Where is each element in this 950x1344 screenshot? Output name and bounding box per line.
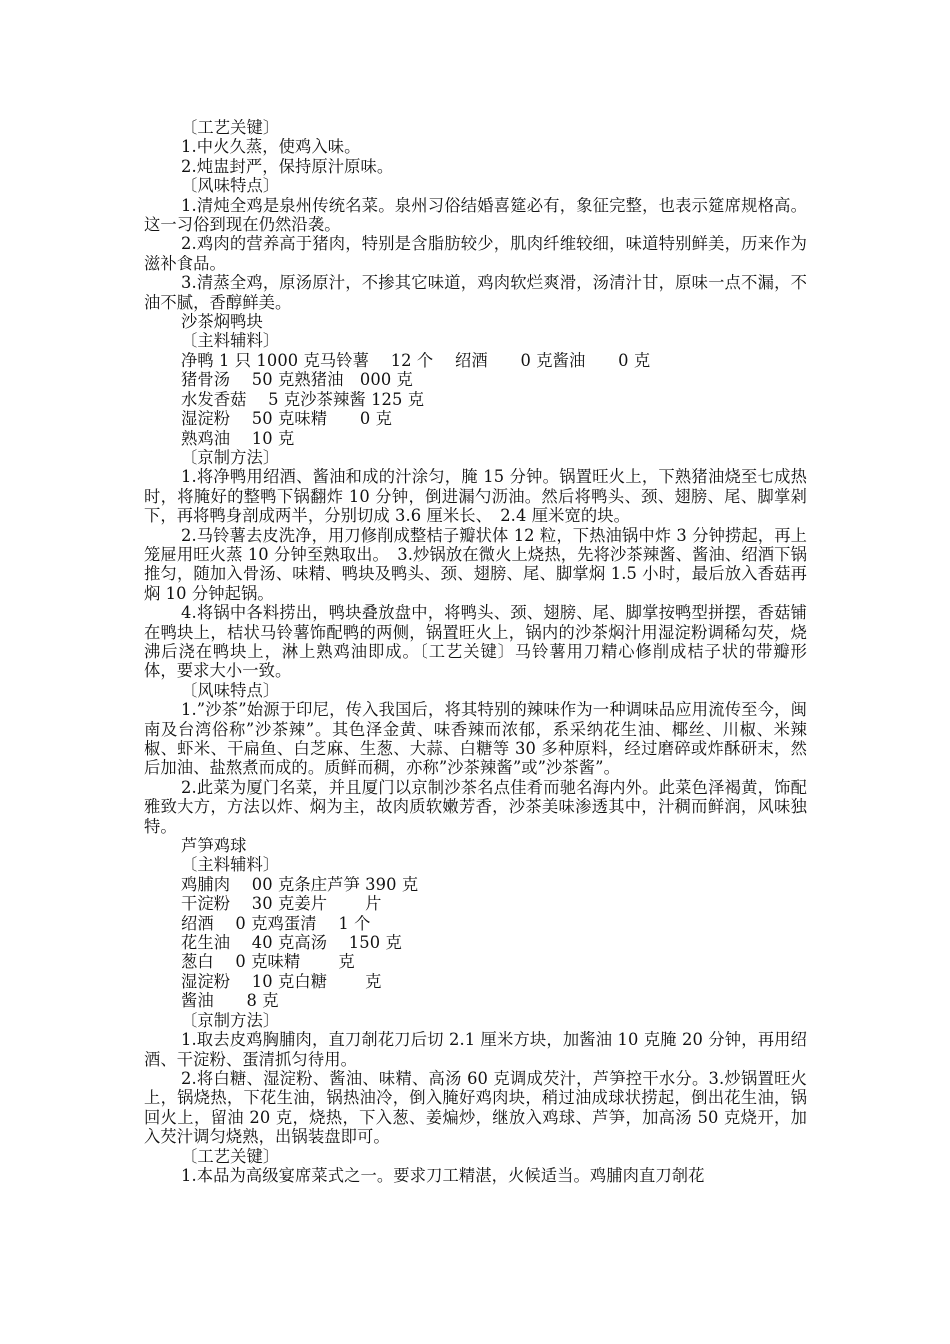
text-paragraph: 沙茶焖鸭块 (181, 312, 263, 332)
text-paragraph: 水发香菇 5 克沙茶辣酱 125 克 (181, 389, 425, 409)
text-paragraph: 〔工艺关键〕 (181, 118, 280, 137)
text-paragraph: 1.取去皮鸡胸脯肉，直刀剞花刀后切 2.1 厘米方块，加酱油 10 克腌 20 分钟，再用绍酒、干淀粉、蛋清抓匀待用。 (144, 1030, 807, 1069)
text-paragraph: 〔主料辅料〕 (181, 331, 280, 351)
text-paragraph: 2.炖盅封严，保持原汁原味。 (181, 156, 394, 176)
text-paragraph: 4.将锅中各料捞出，鸭块叠放盘中，将鸭头、颈、翅膀、尾、脚掌按鸭型拼摆，香菇铺在鸭块上，桔状马铃薯饰配鸭的两侧，锅置旺火上，锅内的沙茶焖汁用湿淀粉调稀勾芡，烧沸后浇在鸭块上，淋上熟鸡油即成。〔工艺关键〕马铃薯用刀精心修削成桔子状的带瓣形体，要求大小一致。 (144, 603, 807, 681)
text-paragraph: 1.”沙茶”始源于印尼，传入我国后，将其特别的辣味作为一种调味品应用流传至今，闽南及台湾俗称”沙茶辣”。其色泽金黄、味香辣而浓郁，系采纳花生油、椰丝、川椒、米辣椒、虾米、干扁鱼、白芝麻、生葱、大蒜、白糖等 30 多种原料，经过磨碎或炸酥研末，然后加油、盐熬煮而成的。质鲜而稠，亦称”沙茶辣酱”或”沙茶酱”。 (144, 700, 807, 778)
text-paragraph: 〔工艺关键〕 (181, 1146, 280, 1166)
text-paragraph: 〔京制方法〕 (181, 447, 280, 467)
text-paragraph: 2.将白糖、湿淀粉、酱油、味精、高汤 60 克调成芡汁，芦笋控干水分。3.炒锅置旺火上，锅烧热，下花生油，锅热油冷，倒入腌好鸡肉块，稍过油成球状捞起，倒出花生油，锅回火上，留油 20 克，烧热，下入葱、姜煸炒，继放入鸡球、芦笋，加高汤 50 克烧开，加入芡汁调匀烧熟，出锅装盘即可。 (144, 1068, 807, 1147)
text-paragraph: 酱油 8 克 (181, 991, 279, 1011)
text-paragraph: 鸡脯肉 00 克条庄芦笋 390 克 (181, 874, 419, 894)
text-paragraph: 1.本品为高级宴席菜式之一。要求刀工精湛，火候适当。鸡脯肉直刀剞花 (181, 1165, 705, 1185)
text-paragraph: 1.将净鸭用绍酒、酱油和成的汁涂匀，腌 15 分钟。锅置旺火上，下熟猪油烧至七成热时，将腌好的整鸭下锅翻炸 10 分钟，倒进漏勺沥油。然后将鸭头、颈、翅膀、尾、脚掌剁下，再将鸭身剖成两半，分别切成 3.6 厘米长、 2.4 厘米宽的块。 (144, 467, 807, 526)
text-paragraph: 2.鸡肉的营养高于猪肉，特别是含脂肪较少，肌肉纤维较细，味道特别鲜美，历来作为滋补食品。 (144, 234, 807, 273)
text-paragraph: 葱白 0 克味精 克 (181, 952, 355, 972)
text-paragraph: 花生油 40 克高汤 150 克 (181, 933, 402, 953)
text-paragraph: 芦笋鸡球 (181, 836, 247, 856)
text-paragraph: 〔风味特点〕 (181, 176, 280, 196)
text-paragraph: 湿淀粉 10 克白糖 克 (181, 971, 382, 991)
text-paragraph: 1.中火久蒸，使鸡入味。 (181, 137, 361, 157)
document-body (144, 118, 807, 1185)
text-paragraph: 湿淀粉 50 克味精 0 克 (181, 409, 393, 429)
text-paragraph: 3.清蒸全鸡，原汤原汁，不掺其它味道，鸡肉软烂爽滑，汤清汁甘，原味一点不漏，不油不腻，香醇鲜美。 (144, 273, 807, 312)
text-paragraph: 熟鸡油 10 克 (181, 428, 295, 448)
text-paragraph: 干淀粉 30 克姜片 片 (181, 894, 382, 914)
text-paragraph: 净鸭 1 只 1000 克马铃薯 12 个 绍酒 0 克酱油 0 克 (181, 350, 651, 370)
text-paragraph: 〔风味特点〕 (181, 680, 280, 700)
text-paragraph: 猪骨汤 50 克熟猪油 000 克 (181, 370, 413, 390)
text-paragraph: 〔主料辅料〕 (181, 855, 280, 875)
text-paragraph: 1.清炖全鸡是泉州传统名菜。泉州习俗结婚喜筵必有，象征完整，也表示筵席规格高。这一习俗到现在仍然沿袭。 (144, 195, 807, 235)
text-paragraph: 〔京制方法〕 (181, 1010, 280, 1030)
text-paragraph: 2.马铃薯去皮洗净，用刀修削成整桔子瓣状体 12 粒，下热油锅中炸 3 分钟捞起，再上笼屉用旺火蒸 10 分钟至熟取出。 3.炒锅放在微火上烧热，先将沙茶辣酱、酱油、绍酒下锅推匀，随加入骨汤、味精、鸭块及鸭头、颈、翅膀、尾、脚掌焖 1.5 小时，最后放入香菇再焖 10 分钟起锅。 (144, 525, 807, 603)
text-paragraph: 2.此菜为厦门名菜，并且厦门以京制沙茶名点佳肴而驰名海内外。此菜色泽褐黄，饰配雅致大方，方法以炸、焖为主，故肉质软嫩芳香，沙茶美味渗透其中，汁稠而鲜润，风味独特。 (144, 777, 807, 836)
text-paragraph: 绍酒 0 克鸡蛋清 1 个 (181, 913, 371, 933)
